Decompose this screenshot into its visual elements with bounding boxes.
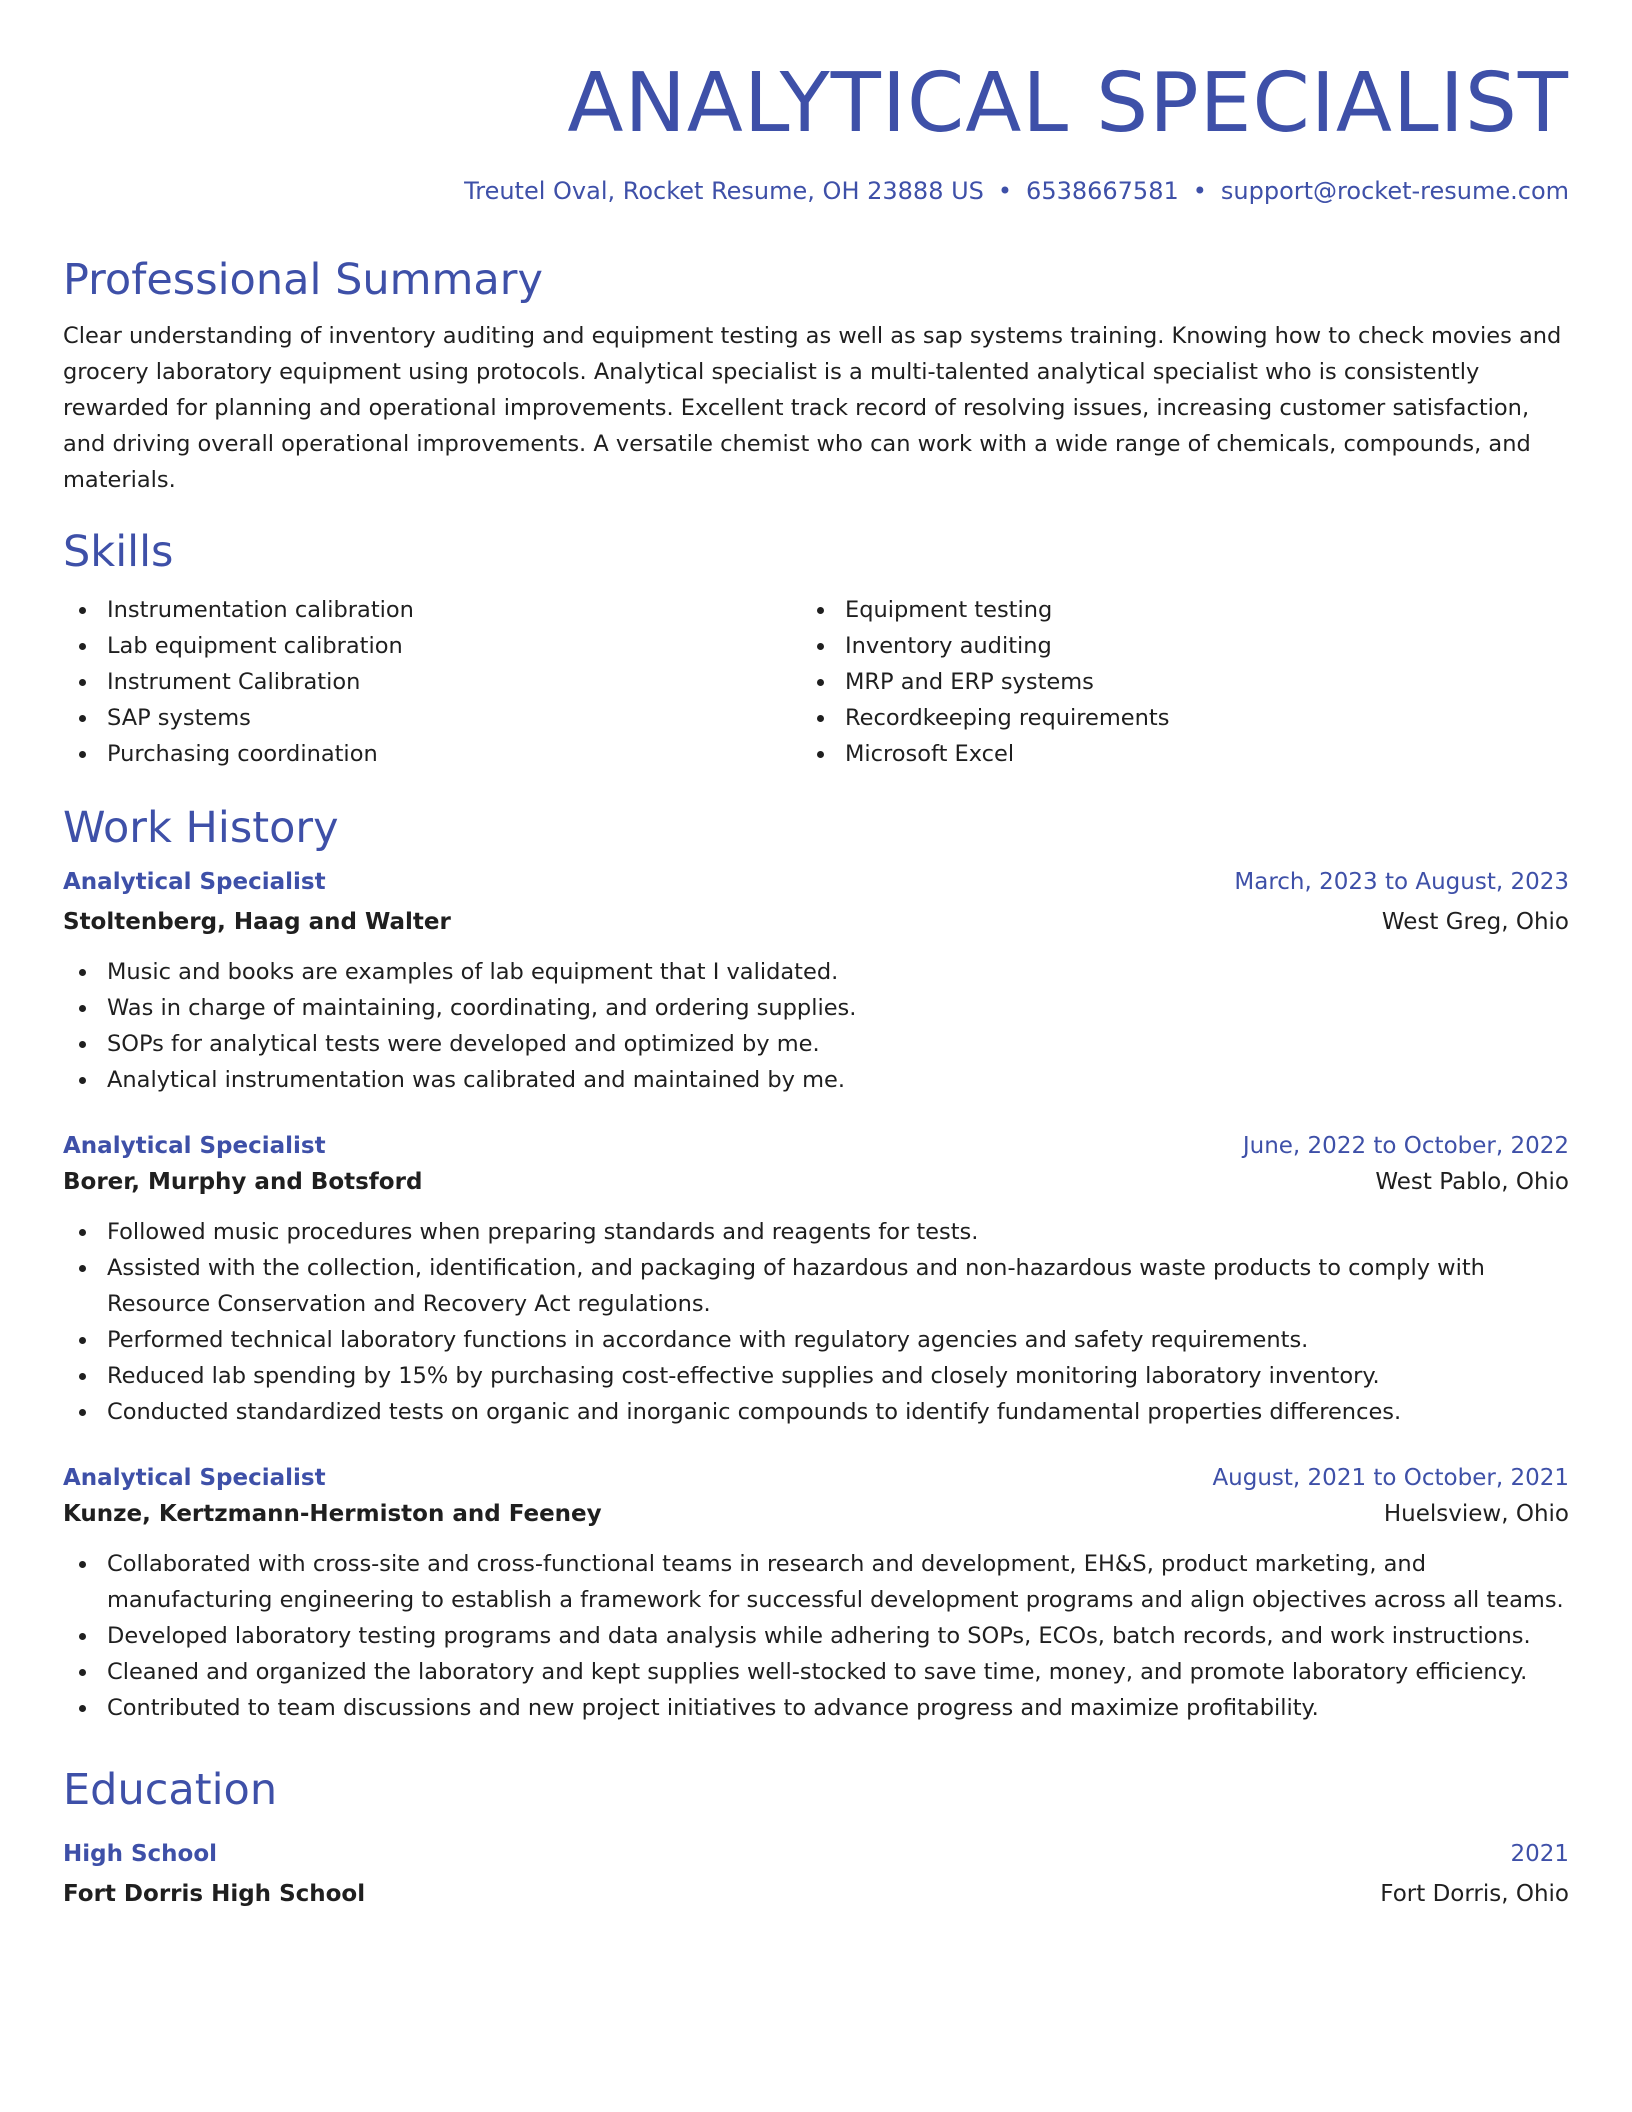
job-entry	[63, 864, 1569, 1098]
contact-email[interactable]: support@rocket-resume.com	[1220, 177, 1569, 205]
skills-list	[63, 592, 1569, 772]
skills-column-left	[63, 592, 801, 772]
job-bullet: Conducted standardized tests on organic and inorganic compounds to identify fundamental properties differences.	[63, 1394, 1569, 1430]
job-title: Analytical Specialist	[63, 1465, 326, 1491]
contact-separator: •	[997, 177, 1013, 205]
job-company: Kunze, Kertzmann-Hermiston and Feeney	[63, 1501, 602, 1527]
skill-item: Recordkeeping requirements	[801, 700, 1539, 736]
skill-item: Equipment testing	[801, 592, 1539, 628]
education-school: Fort Dorris High School	[63, 1881, 366, 1907]
job-bullet: Collaborated with cross-site and cross-functional teams in research and development, EH&S, product marketing, and manufacturing engineering to establish a framework for successful development programs and align objectives across all teams.	[63, 1546, 1569, 1618]
job-dates: March, 2023 to August, 2023	[1234, 869, 1569, 895]
job-bullet: Performed technical laboratory functions in accordance with regulatory agencies and safety requirements.	[63, 1322, 1569, 1358]
job-bullet: Followed music procedures when preparing standards and reagents for tests.	[63, 1214, 1569, 1250]
contact-address: Treutel Oval, Rocket Resume, OH 23888 US	[464, 177, 984, 205]
job-dates: June, 2022 to October, 2022	[1242, 1133, 1569, 1159]
skill-item: Microsoft Excel	[801, 736, 1539, 772]
job-location: West Greg, Ohio	[1381, 909, 1569, 935]
education-degree: High School	[63, 1841, 218, 1867]
job-title: Analytical Specialist	[63, 1133, 326, 1159]
job-dates: August, 2021 to October, 2021	[1212, 1465, 1569, 1491]
job-bullets	[63, 1546, 1569, 1726]
job-location: West Pablo, Ohio	[1375, 1169, 1569, 1195]
education-entry	[63, 1836, 1569, 1912]
skills-heading: Skills	[63, 527, 174, 577]
job-bullet: Assisted with the collection, identification, and packaging of hazardous and non-hazardous waste products to comply with Resource Conservation and Recovery Act regulations.	[63, 1250, 1569, 1322]
skill-item: MRP and ERP systems	[801, 664, 1539, 700]
job-bullet: Developed laboratory testing programs and data analysis while adhering to SOPs, ECOs, batch records, and work instructions.	[63, 1618, 1569, 1654]
skill-item: Instrumentation calibration	[63, 592, 801, 628]
contact-phone: 6538667581	[1026, 177, 1179, 205]
summary-heading: Professional Summary	[63, 255, 543, 305]
summary-text: Clear understanding of inventory auditing and equipment testing as well as sap systems training. Knowing how to check movies and grocery laboratory equipment using protocols. Analytical specialist is a multi-talented analytical specialist who is consistently rewarded for planning and operational improvements. Excellent track record of resolving issues, increasing customer satisfaction, and driving overall operational improvements. A versatile chemist who can work with a wide range of chemicals, compounds, and materials.	[63, 323, 1562, 493]
contact-line	[63, 174, 1569, 208]
job-bullet: Was in charge of maintaining, coordinating, and ordering supplies.	[63, 990, 1569, 1026]
skills-column-right	[801, 592, 1539, 772]
job-entry	[63, 1460, 1569, 1726]
skill-item: Purchasing coordination	[63, 736, 801, 772]
contact-separator: •	[1192, 177, 1207, 205]
job-location: Huelsview, Ohio	[1383, 1501, 1569, 1527]
education-location: Fort Dorris, Ohio	[1380, 1881, 1569, 1907]
skill-item: SAP systems	[63, 700, 801, 736]
skill-item: Lab equipment calibration	[63, 628, 801, 664]
job-bullet: Reduced lab spending by 15% by purchasing cost-effective supplies and closely monitoring laboratory inventory.	[63, 1358, 1569, 1394]
job-bullets	[63, 954, 1569, 1098]
job-bullet: Music and books are examples of lab equipment that I validated.	[63, 954, 1569, 990]
job-entry	[63, 1128, 1569, 1430]
skill-item: Instrument Calibration	[63, 664, 801, 700]
work-history-heading: Work History	[63, 803, 339, 853]
job-bullet: SOPs for analytical tests were developed and optimized by me.	[63, 1026, 1569, 1062]
job-company: Stoltenberg, Haag and Walter	[63, 909, 451, 935]
education-year: 2021	[1510, 1841, 1569, 1867]
job-bullet: Analytical instrumentation was calibrated and maintained by me.	[63, 1062, 1569, 1098]
job-bullets	[63, 1214, 1569, 1430]
job-title: Analytical Specialist	[63, 869, 326, 895]
skill-item: Inventory auditing	[801, 628, 1539, 664]
job-company: Borer, Murphy and Botsford	[63, 1169, 423, 1195]
education-heading: Education	[63, 1765, 278, 1815]
candidate-name: ANALYTICAL SPECIALIST	[567, 56, 1569, 151]
job-bullet: Cleaned and organized the laboratory and kept supplies well-stocked to save time, money, and promote laboratory efficiency.	[63, 1654, 1569, 1690]
job-bullet: Contributed to team discussions and new project initiatives to advance progress and maximize profitability.	[63, 1690, 1569, 1726]
